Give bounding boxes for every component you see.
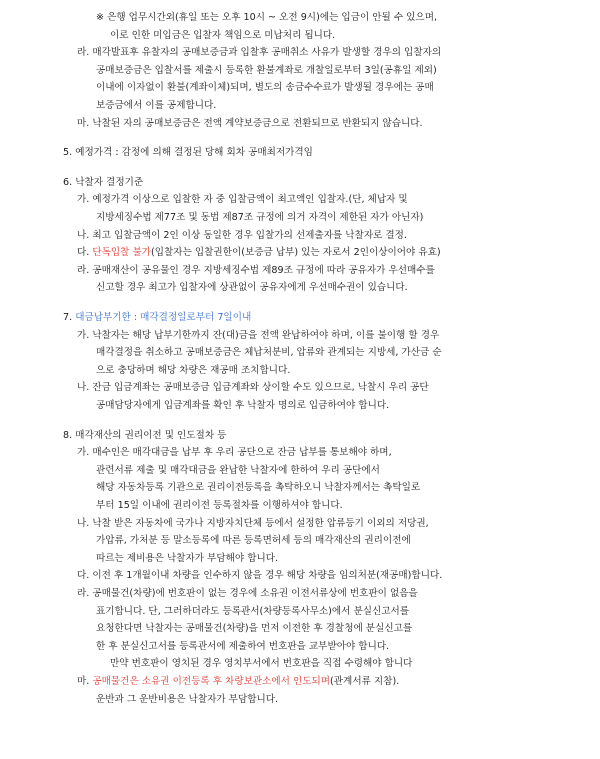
transfer-item-ra-line3: 요청한다면 낙찰자는 공매물건(차량)을 먼저 이전한 후 경찰청에 분실신고를 <box>96 623 413 634</box>
payment-item-ga-line2: 매각결정을 취소하고 공매보증금은 체납처분비, 압류와 관계되는 지방세, 가산금 순 <box>96 347 442 358</box>
section-7-number: 7. <box>63 312 76 323</box>
transfer-item-na: 나. 낙찰 받은 자동차에 국가나 지방자치단체 등에서 설정한 압류등기 이외의 저당권, <box>77 518 429 529</box>
winner-criteria-ga-line2: 지방세징수법 제77조 및 동법 제87조 규정에 의거 자격이 제한된 자가 아닌자) <box>96 212 424 223</box>
winner-criteria-ra: 라. 공매재산이 공유물인 경우 지방세징수법 제89조 규정에 따라 공유자가 우선매수를 <box>77 265 435 276</box>
winner-criteria-ra-line2: 신고할 경우 최고가 입찰자에 상관없이 공유자에게 우선매수권이 있습니다. <box>96 282 408 293</box>
refund-item-ra-line3: 이내에 이자없이 환불(계좌이체)되며, 별도의 송금수수료가 발생될 경우에는 공매 <box>96 82 434 93</box>
payment-item-ga: 가. 낙찰자는 해당 납부기한까지 잔(대)금을 전액 완납하여야 하며, 이를 불이행 할 경우 <box>77 330 440 341</box>
winner-criteria-da-prefix: 다. <box>77 247 93 258</box>
payment-item-na: 나. 잔금 입금계좌는 공매보증금 입금계좌와 상이할 수도 있으므로, 낙찰시 우리 공단 <box>77 382 429 393</box>
winner-criteria-ga: 가. 예정가격 이상으로 입찰한 자 중 입찰금액이 최고액인 입찰자.(단, 체납자 및 <box>77 194 408 205</box>
winner-criteria-da <box>77 247 441 259</box>
transfer-item-ra-line4: 한 후 분실신고서를 등록관서에 제출하여 번호판을 교부받아야 합니다. <box>96 641 390 652</box>
transfer-item-da: 다. 이전 후 1개월이내 차량을 인수하지 않을 경우 해당 차량을 임의처분(재공매)합니다. <box>77 570 443 581</box>
refund-item-ra: 라. 매각발표후 유찰자의 공매보증금과 입찰후 공매취소 사유가 발생할 경우의 입찰자의 <box>77 47 442 58</box>
refund-item-ra-line4: 보증금에서 이를 공제합니다. <box>96 100 217 111</box>
transfer-item-ga-line2: 관련서류 제출 및 매각대금을 완납한 낙찰자에 한하여 우리 공단에서 <box>96 465 380 476</box>
bank-hours-note: ※ 은행 업무시간외(휴일 또는 오후 10시 ~ 오전 9시)에는 입금이 안될 수 있으며, <box>96 12 438 23</box>
transfer-item-ma-note: (관계서류 지참). <box>330 676 400 687</box>
single-bid-not-allowed: 단독입찰 불가 <box>92 247 152 258</box>
section-7-title <box>63 312 251 324</box>
transfer-item-ga-line3: 해당 자동차등록 기관으로 권리이전등록을 촉탁하오니 낙찰자께서는 촉탁일로 <box>96 482 421 493</box>
deposit-conversion-item: 마. 낙찰된 자의 공매보증금은 전액 계약보증금으로 전환되므로 반환되지 않습니다. <box>77 118 423 129</box>
transfer-item-ma <box>77 676 399 688</box>
transfer-item-ra-line2: 표기합니다. 단, 그러하더라도 등록관서(차량등록사무소)에서 분실신고서를 <box>96 606 410 617</box>
transfer-item-ma-prefix: 마. <box>77 676 93 687</box>
payment-item-ga-line3: 으로 충당하며 해당 차량은 재공매 조치합니다. <box>96 365 291 376</box>
winner-criteria-na: 나. 최고 입찰금액이 2인 이상 동일한 경우 입찰가의 선제출자를 낙찰자로 결정. <box>77 230 407 241</box>
winner-criteria-da-note: (입찰자는 입찰권한이(보증금 납부) 있는 자로서 2인이상이어야 유효) <box>151 247 441 258</box>
transfer-item-ga-line4: 부터 15일 이내에 권리이전 등록절차를 이행하셔야 합니다. <box>96 500 343 511</box>
transfer-item-ga: 가. 매수인은 매각대금을 납부 후 우리 공단으로 잔금 납부를 통보해야 하며, <box>77 447 392 458</box>
section-5-planned-price: 5. 예정가격 : 감정에 의해 결정된 당해 회차 공매최저가격임 <box>63 147 313 158</box>
bank-hours-note-cont: 이로 인한 미입금은 입찰자 책임으로 미납처리 됩니다. <box>110 30 336 41</box>
transfer-item-ra-line5: 만약 번호판이 영치된 경우 영치부서에서 번호판을 직접 수령해야 합니다 <box>110 658 413 669</box>
transfer-item-na-line3: 따르는 제비용은 낙찰자가 부담해야 합니다. <box>96 553 279 564</box>
section-8-title: 8. 매각재산의 권리이전 및 인도절차 등 <box>63 430 227 441</box>
transfer-item-ma-line2: 운반과 그 운반비용은 낙찰자가 부담합니다. <box>96 694 279 705</box>
transfer-item-ra: 라. 공매물건(차량)에 번호판이 없는 경우에 소유권 이전서류상에 번호판이 없음을 <box>77 588 418 599</box>
payment-item-na-line2: 공매담당자에게 입금계좌를 확인 후 낙찰자 명의로 입금하여야 합니다. <box>96 400 390 411</box>
section-6-title: 6. 낙찰자 결정기준 <box>63 177 144 188</box>
refund-item-ra-line2: 공매보증금은 입찰서를 제출시 등록한 환불계좌로 개찰일로부터 3일(공휴일 제외) <box>96 65 437 76</box>
payment-deadline: 대금납부기한 : 매각결정일로부터 7일이내 <box>75 312 252 323</box>
delivery-at-storage-notice: 공매물건은 소유권 이전등록 후 차량보관소에서 인도되며 <box>92 676 331 687</box>
transfer-item-na-line2: 가압류, 가처분 등 말소등록에 따른 등록면허세 등의 매각재산의 권리이전에 <box>96 535 411 546</box>
